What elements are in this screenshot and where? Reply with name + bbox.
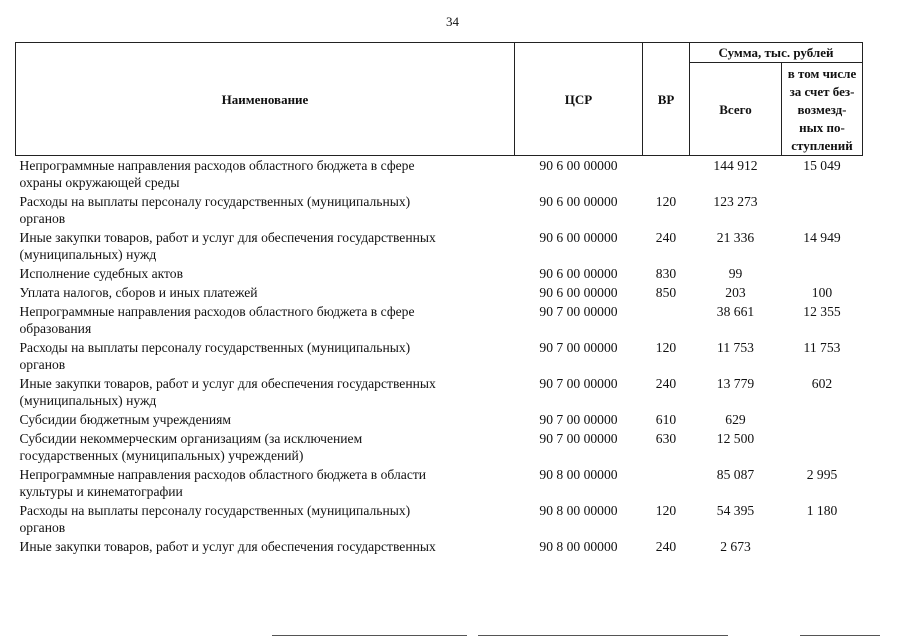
cell-free: 100 [811,285,833,300]
table-row [16,156,863,194]
cell-name-line: органов [19,211,66,226]
cell-name-line: Непрограммные направления расходов областного бюджета в сфере [19,304,415,319]
cell-total: 38 661 [716,304,755,319]
cell-name-line: Иные закупки товаров, работ и услуг для обеспечения государственных [19,376,436,391]
table-row [16,375,863,411]
table-row [16,430,863,466]
cell-name-line: органов [19,357,66,372]
table-row [16,303,863,339]
cell-total: 13 779 [716,376,755,391]
cell-total: 99 [728,266,743,281]
budget-table [15,42,863,557]
table-row [16,284,863,303]
cell-free [782,265,863,284]
cell-name-line: охраны окружающей среды [19,175,180,190]
footer-rule [800,635,880,636]
header-free-line: за счет без- [789,84,855,99]
cell-csr: 90 7 00 00000 [539,431,618,446]
cell-vr: 630 [655,431,677,446]
footer-rule [272,635,467,636]
cell-vr: 240 [655,539,677,554]
cell-total: 85 087 [716,467,755,482]
table-header [16,43,863,156]
cell-total: 21 336 [716,230,755,245]
cell-name-line: образования [19,321,92,336]
table-row [16,538,863,557]
cell-csr: 90 7 00 00000 [539,376,618,391]
cell-name-line: государственных (муниципальных) учреждений) [19,448,304,463]
cell-name-line: Иные закупки товаров, работ и услуг для обеспечения государственных [19,539,436,554]
table-row [16,411,863,430]
cell-name-line: органов [19,520,66,535]
table-row [16,339,863,375]
cell-free: 15 049 [803,158,841,173]
header-vr: ВР [643,43,690,156]
table-row [16,466,863,502]
cell-csr: 90 7 00 00000 [539,340,618,355]
cell-name-line: культуры и кинематографии [19,484,183,499]
cell-vr: 240 [655,376,677,391]
cell-name-line: Субсидии некоммерческим организациям (за исключением [19,431,363,446]
cell-name [16,430,515,466]
cell-name-line: Непрограммные направления расходов областного бюджета в сфере [19,158,415,173]
cell-free [782,411,863,430]
cell-name-line: Расходы на выплаты персоналу государственных (муниципальных) [19,503,411,518]
cell-csr: 90 6 00 00000 [539,194,618,209]
header-free-line: возмезд- [797,102,847,117]
header-name: Наименование [16,43,515,156]
cell-name-line: Исполнение судебных актов [19,266,184,281]
table-row [16,265,863,284]
cell-free: 12 355 [803,304,841,319]
cell-vr: 850 [655,285,677,300]
cell-total: 54 395 [716,503,755,518]
cell-name [16,193,515,229]
header-free-line: в том числе [787,66,857,81]
table-body [16,156,863,558]
cell-name [16,538,515,557]
cell-vr [643,156,690,194]
cell-vr: 610 [655,412,677,427]
cell-free: 2 995 [806,467,838,482]
table-row [16,229,863,265]
cell-total: 144 912 [713,158,758,173]
cell-csr: 90 8 00 00000 [539,467,618,482]
cell-name-line: Расходы на выплаты персоналу государственных (муниципальных) [19,194,411,209]
cell-csr: 90 8 00 00000 [539,503,618,518]
cell-csr: 90 6 00 00000 [539,158,618,173]
cell-name-line: Субсидии бюджетным учреждениям [19,412,232,427]
table-row [16,193,863,229]
cell-vr: 830 [655,266,677,281]
cell-vr: 240 [655,230,677,245]
cell-free [782,193,863,229]
table-row [16,502,863,538]
header-total: Всего [690,63,782,156]
cell-name [16,411,515,430]
cell-name [16,502,515,538]
cell-csr: 90 8 00 00000 [539,539,618,554]
header-csr: ЦСР [515,43,643,156]
cell-name [16,284,515,303]
cell-name-line: Расходы на выплаты персоналу государственных (муниципальных) [19,340,411,355]
cell-csr: 90 6 00 00000 [539,266,618,281]
cell-name [16,303,515,339]
cell-name-line: Уплата налогов, сборов и иных платежей [19,285,258,300]
cell-free: 602 [811,376,833,391]
cell-total: 2 673 [720,539,751,554]
cell-vr [643,303,690,339]
cell-name [16,375,515,411]
cell-total: 11 753 [717,340,754,355]
cell-name [16,339,515,375]
cell-name-line: (муниципальных) нужд [19,247,157,262]
cell-name-line: Иные закупки товаров, работ и услуг для обеспечения государственных [19,230,436,245]
cell-name-line: (муниципальных) нужд [19,393,157,408]
cell-free [782,538,863,557]
cell-vr [643,466,690,502]
cell-free: 1 180 [806,503,838,518]
cell-total: 123 273 [713,194,758,209]
cell-free [782,430,863,466]
cell-vr: 120 [655,340,677,355]
cell-name-line: Непрограммные направления расходов областного бюджета в области [19,467,427,482]
cell-csr: 90 7 00 00000 [539,304,618,319]
cell-csr: 90 6 00 00000 [539,285,618,300]
header-free-line: ных по- [799,120,845,135]
cell-total: 12 500 [716,431,755,446]
cell-vr: 120 [655,194,677,209]
cell-name [16,265,515,284]
footer-rule [478,635,728,636]
header-sum: Сумма, тыс. рублей [690,43,863,63]
cell-name [16,466,515,502]
cell-csr: 90 7 00 00000 [539,412,618,427]
cell-free: 14 949 [803,230,841,245]
page-number: 34 [446,14,459,29]
cell-name [16,229,515,265]
cell-vr: 120 [655,503,677,518]
cell-total: 203 [725,285,746,300]
header-free [782,63,863,156]
cell-name [16,156,515,194]
cell-total: 629 [725,412,746,427]
cell-csr: 90 6 00 00000 [539,230,618,245]
header-free-line: ступлений [791,138,853,153]
cell-free: 11 753 [803,340,841,355]
